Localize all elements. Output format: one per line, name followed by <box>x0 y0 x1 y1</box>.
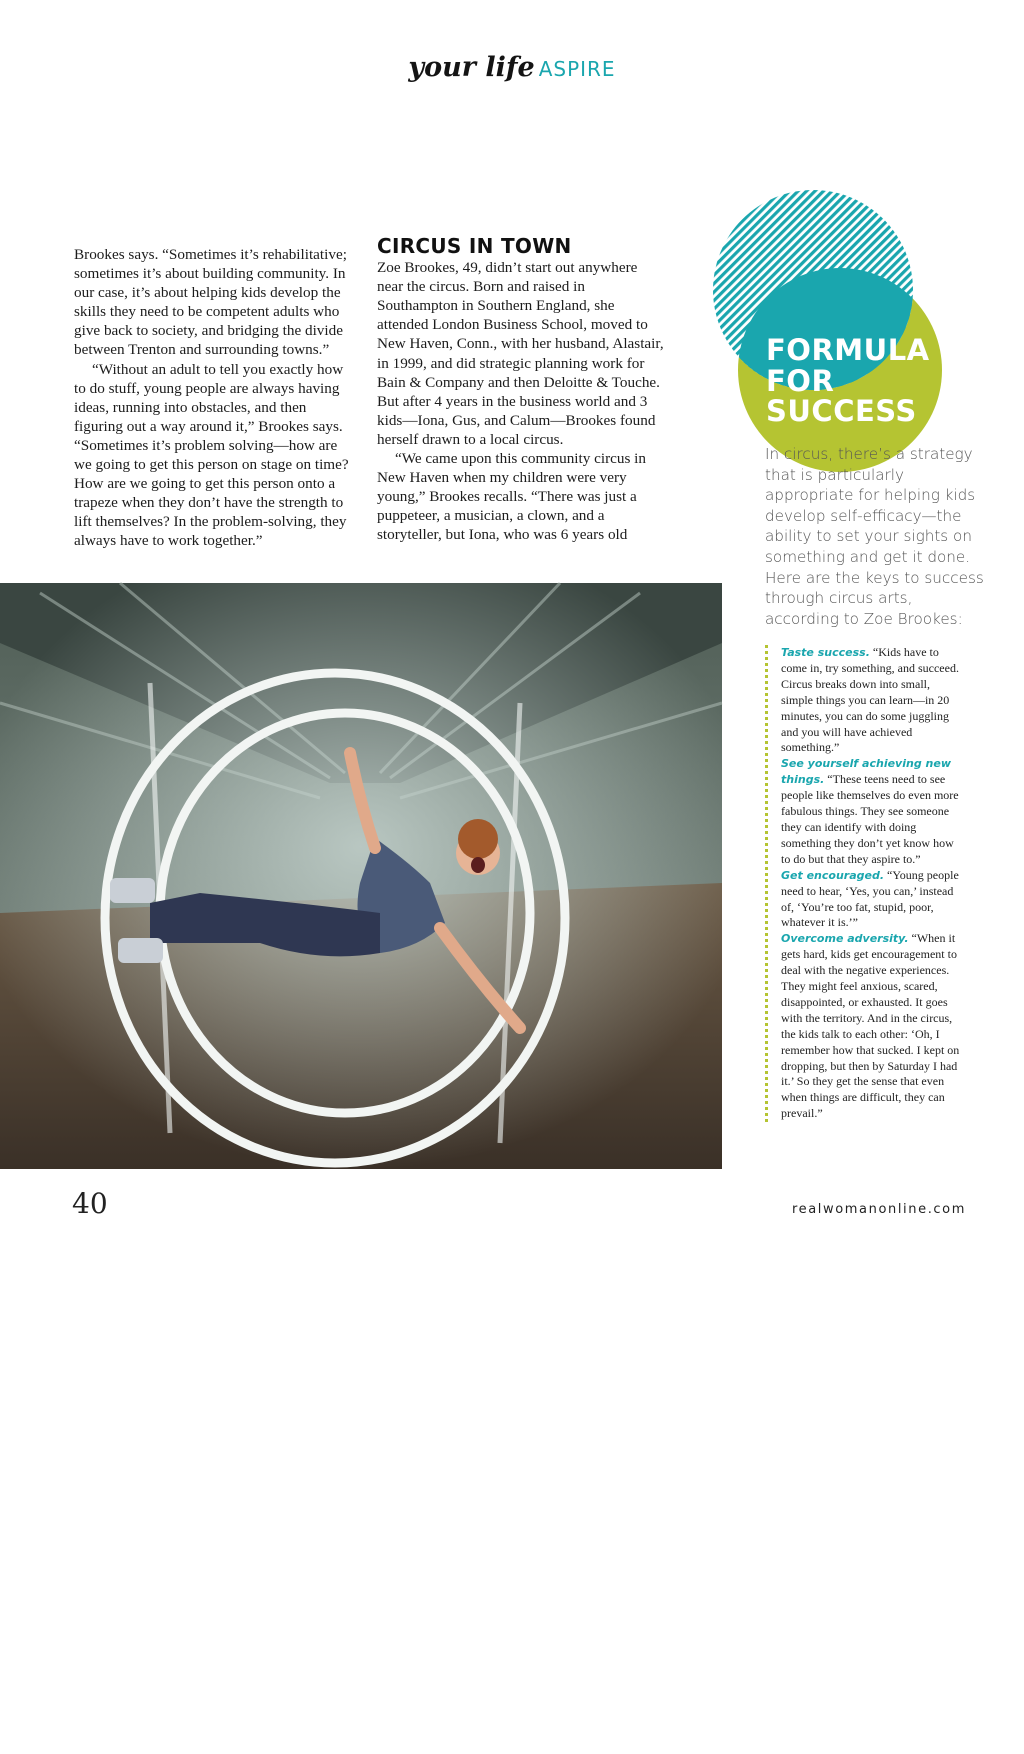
key-text: “Kids have to come in, try something, and succeed. Circus breaks down into small, simple things you can learn—in 20 minutes, you can do some juggling and you will have achieved something.” <box>781 645 959 755</box>
photo-caption: Trenton Circus Squad provides a safe environment for kids to succeed at things they normally wouldn’t try. <box>565 1675 694 1752</box>
body-paragraph: Zoe Brookes, 49, didn’t start out anywhere near the circus. Born and raised in Southampton in Southern England, she attended London Business School, moved to New Haven, Conn., with her husband, Alastair, in 1999, and did strategic planning work for Bain & Company and then Deloitte & Touche. But after 4 years in the business world and 3 kids—Iona, Gus, and Calum—Brookes found herself drawn to a local circus. <box>377 259 664 448</box>
section-label: your life <box>408 52 535 83</box>
subsection-label: ASPIRE <box>538 57 616 81</box>
list-item <box>781 868 961 932</box>
list-item <box>781 756 961 867</box>
list-item <box>781 931 961 1122</box>
key-text: “When it gets hard, kids get encouragement to deal with the negative experiences. They might feel anxious, scared, disappointed, or exhausted. It goes with the territory. And in the circus, the kids talk to each other: ‘Oh, I remember how that sucked. I kept on dropping, but then by Saturday I had it.’ So they get the sense that even when things are difficult, they can prevail.” <box>781 931 960 1121</box>
list-item <box>781 645 961 756</box>
venn-circles-graphic <box>700 185 970 475</box>
body-paragraph: “Without an adult to tell you exactly how to do stuff, young people are always having ideas, running into obstacles, and then figuring out a way around it,” Brookes says. “Sometimes it’s problem solving—how are we going to get this person on stage on time? How are we going to get this person onto a trapeze when they don’t have the strength to lift themselves? In the problem-solving, they always have to work together.” <box>74 360 349 550</box>
left-column <box>74 245 356 551</box>
sidebar-title-line: SUCCESS <box>766 394 917 428</box>
key-label: Get encouraged. <box>781 868 885 882</box>
section-header <box>0 52 1024 83</box>
key-label: See yourself achieving new things. <box>781 757 951 787</box>
middle-column <box>377 234 667 545</box>
sidebar-title-line: FORMULA <box>766 333 930 367</box>
key-text: “Young people need to hear, ‘Yes, you can,’ instead of, ‘You’re too fat, stupid, poor, whatever it is.’” <box>781 867 959 930</box>
body-paragraph: “We came upon this community circus in New Haven when my children were very young,” Brookes recalls. “There was just a puppeteer, a musician, a clown, and a storyteller, but Iona, who was 6 years old <box>377 450 646 544</box>
sidebar-intro: In circus, there’s a strategy that is particularly appropriate for helping kids develop self-efficacy—the ability to set your sights on something and get it done. Here are the keys to success through circus arts, according to Zoe Brookes: <box>765 445 984 628</box>
article-subheading: CIRCUS IN TOWN <box>377 234 572 258</box>
website-url[interactable]: realwomanonline.com <box>791 1202 966 1217</box>
key-label: Taste success. <box>781 646 870 659</box>
circus-wheel-photo <box>0 583 722 1169</box>
body-paragraph: Brookes says. “Sometimes it’s rehabilitative; sometimes it’s about building community. In our case, it’s about helping kids develop the skills they need to be competent adults who give back to society, and bridging the divide between Trenton and surrounding towns.” <box>74 246 347 359</box>
page-number: 40 <box>72 1187 108 1220</box>
sidebar-title-line: FOR <box>766 363 835 398</box>
success-keys-list <box>765 645 961 1122</box>
sidebar-title <box>766 335 930 427</box>
key-label: Overcome adversity. <box>781 932 909 946</box>
key-text: “These teens need to see people like themselves do even more fabulous things. They see someone they can identify with doing something they don’t yet know how to do but that they aspire to.” <box>781 772 959 866</box>
